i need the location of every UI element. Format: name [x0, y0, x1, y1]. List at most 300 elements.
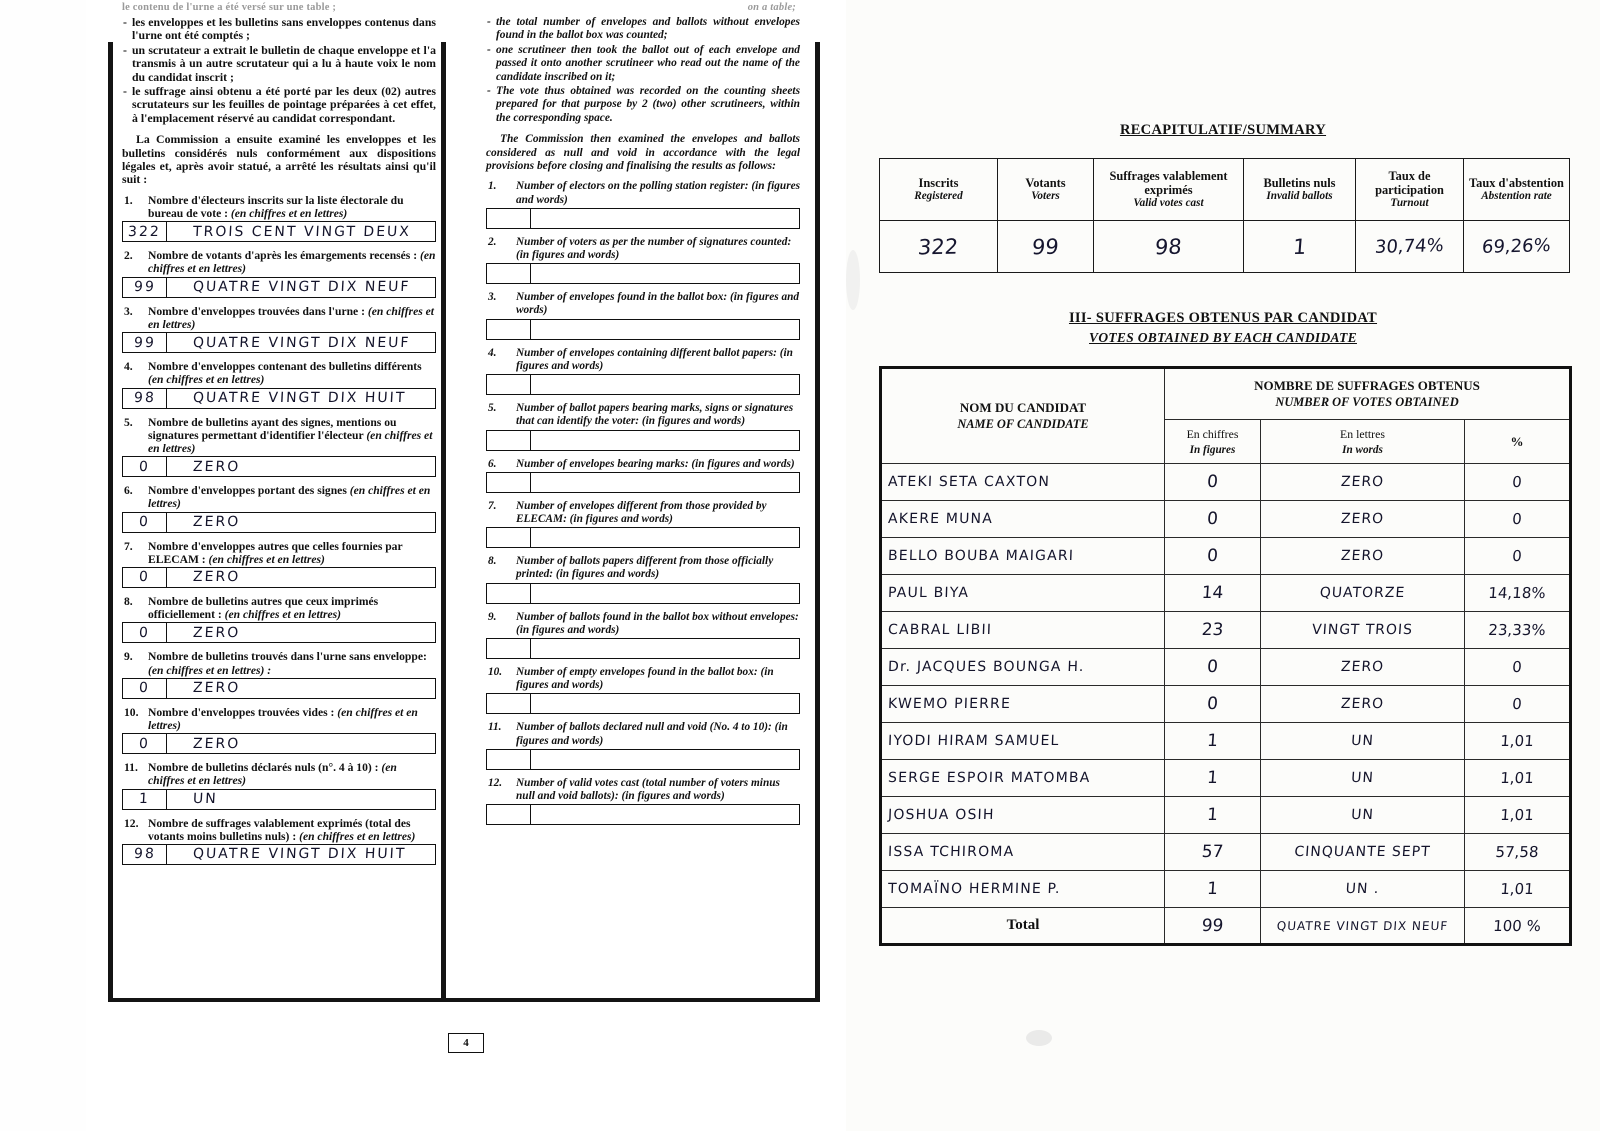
candidate-words-cell [1261, 834, 1465, 871]
item-label: Nombre d'enveloppes portant des signes [148, 484, 350, 498]
answer-words: TROIS CENT VINGT DEUX [192, 223, 412, 240]
answer-words: ZERO [192, 514, 241, 531]
candidate-percent: 1,01 [1499, 769, 1535, 787]
answer-figure: 0 [138, 569, 151, 586]
summary-value-voters [998, 221, 1094, 273]
summary-col-voters [998, 159, 1094, 221]
item-number: 1. [488, 180, 497, 193]
answer-box-9[interactable] [122, 678, 436, 699]
col-label-fr: Suffrages valablement exprimés [1109, 169, 1228, 197]
candidate-percent-cell [1465, 649, 1571, 686]
item-label: Number of envelopes found in the ballot box: (in figures and words) [516, 291, 800, 317]
candidate-figures-cell [1165, 871, 1261, 908]
col-label-fr: Votants [1025, 176, 1066, 190]
en-answer-box-12[interactable] [486, 804, 800, 825]
en-answer-box-5[interactable] [486, 430, 800, 451]
form-item-8 [122, 595, 436, 643]
list-item: - le suffrage ainsi obtenu a été porté par les deux (02) autres scrutateurs sur les feuilles de pointage préparées à cet effet, à l'emplacement réservé au candidat correspondant. [122, 85, 436, 125]
candidate-percent: 0 [1511, 547, 1523, 565]
en-answer-box-6[interactable] [486, 472, 800, 493]
item-number: 12. [488, 776, 503, 789]
candidate-words: UN [1350, 807, 1375, 823]
col-label-en: In words [1342, 443, 1383, 456]
candidate-figures-cell [1165, 723, 1261, 760]
handwritten-value: 98 [1154, 234, 1183, 259]
answer-figure: 0 [138, 735, 151, 752]
summary-value-registered [880, 221, 998, 273]
candidate-words-cell [1261, 723, 1465, 760]
candidate-figures: 0 [1206, 546, 1219, 566]
item-hint: (en chiffres et en lettres) [148, 304, 434, 331]
candidate-name-cell [881, 760, 1165, 797]
col-label-en: Abstention rate [1481, 190, 1552, 202]
col-label-fr: Bulletins nuls [1263, 176, 1336, 190]
answer-figure: 1 [138, 791, 151, 808]
total-words: QUATRE VINGT DIX NEUF [1276, 918, 1449, 933]
item-label: Nombre de suffrages valablement exprimés (total des votants moins bulletins nuls) : [148, 816, 411, 843]
table-row [881, 612, 1571, 649]
answer-box-11[interactable] [122, 789, 436, 810]
summary-value-invalid-ballots [1244, 221, 1356, 273]
candidate-figures-cell [1165, 538, 1261, 575]
item-hint: (en chiffres et en lettres) [148, 249, 436, 276]
form-item-4 [122, 360, 436, 408]
item-number: 3. [124, 304, 133, 318]
candidate-figures-cell [1165, 501, 1261, 538]
total-percent-cell [1465, 908, 1571, 945]
summary-col-abstention [1464, 159, 1570, 221]
candidate-words: ZERO [1340, 659, 1385, 675]
en-answer-box-9[interactable] [486, 638, 800, 659]
en-form-item-9 [486, 611, 800, 659]
en-answer-box-2[interactable] [486, 263, 800, 284]
candidate-percent: 0 [1511, 658, 1523, 676]
answer-box-8[interactable] [122, 622, 436, 643]
item-number: 5. [124, 415, 133, 429]
candidate-name-cell [881, 538, 1165, 575]
form-item-12 [122, 817, 436, 865]
candidate-percent-cell [1465, 797, 1571, 834]
en-form-item-2 [486, 236, 800, 284]
candidate-votes-table [879, 366, 1572, 946]
table-row [881, 760, 1571, 797]
candidate-percent-cell [1465, 575, 1571, 612]
scan-artifact [846, 250, 860, 310]
item-label: Number of valid votes cast (total number of voters minus null and void ballots): (in figures and words) [516, 776, 780, 802]
candidate-words: VINGT TROIS [1311, 622, 1414, 638]
item-number: 10. [124, 705, 139, 719]
item-label: Number of envelopes bearing marks: (in figures and words) [516, 457, 795, 470]
votes-title-block [846, 308, 1600, 348]
candidate-name-cell [881, 464, 1165, 501]
item-number: 12. [124, 816, 139, 830]
answer-figure: 98 [133, 390, 156, 406]
candidate-percent: 1,01 [1499, 880, 1535, 898]
votes-header-row-main [881, 368, 1571, 420]
summary-col-registered [880, 159, 998, 221]
answer-box-3[interactable] [122, 332, 436, 353]
form-item-2 [122, 249, 436, 297]
candidate-name-cell [881, 723, 1165, 760]
candidate-name: ISSA TCHIROMA [887, 844, 1015, 860]
candidate-name: SERGE ESPOIR MATOMBA [887, 770, 1091, 786]
candidate-name: BELLO BOUBA MAIGARI [887, 548, 1075, 564]
item-label: Number of voters as per the number of signatures counted: (in figures and words) [516, 235, 792, 262]
answer-words: QUATRE VINGT DIX NEUF [192, 279, 411, 296]
candidate-percent-cell [1465, 538, 1571, 575]
votes-col-candidate-name [881, 368, 1165, 464]
form-item-3 [122, 305, 436, 353]
item-label: Nombre d'enveloppes contenant des bulletins différents [148, 360, 422, 374]
summary-table [879, 158, 1570, 273]
answer-figure: 98 [133, 846, 156, 863]
list-item: - The vote thus obtained was recorded on the counting sheets prepared for that purpose by 2 (two) other scrutineers, within the corresponding space. [486, 85, 800, 125]
list-item: - one scrutineer then took the ballot out of each envelope and passed it onto another scrutineer who read out the name of the candidate inscribed on it; [486, 44, 800, 84]
candidate-percent-cell [1465, 834, 1571, 871]
answer-box-12[interactable] [122, 844, 436, 865]
summary-value-valid-votes [1094, 221, 1244, 273]
form-item-6 [122, 484, 436, 532]
en-answer-box-8[interactable] [486, 583, 800, 604]
candidate-percent-cell [1465, 501, 1571, 538]
item-hint: (en chiffres et en lettres) [299, 829, 416, 843]
en-form-item-4 [486, 347, 800, 395]
candidate-figures-cell [1165, 797, 1261, 834]
item-label: Nombre de bulletins ayant des signes, mentions ou signatures permettant d'identifier l'électeur [148, 415, 397, 442]
candidate-figures-cell [1165, 686, 1261, 723]
candidate-figures: 0 [1206, 694, 1219, 714]
answer-words: QUATRE VINGT DIX NEUF [192, 334, 411, 351]
page-number: 4 [448, 1033, 484, 1053]
item-number: 11. [124, 761, 138, 775]
item-label: Nombre de votants d'après les émargements recensés : [148, 249, 420, 263]
answer-words: QUATRE VINGT DIX HUIT [192, 846, 407, 863]
candidate-name-cell [881, 871, 1165, 908]
item-hint: (en chiffres et en lettres) [148, 705, 418, 732]
answer-box-2[interactable] [122, 277, 436, 298]
item-label: Number of ballot papers bearing marks, signs or signatures that can identify the voter: (in figures and words) [516, 402, 794, 428]
candidate-words: CINQUANTE SEPT [1293, 844, 1432, 860]
candidate-figures: 57 [1200, 842, 1225, 862]
form-page [86, 0, 846, 1131]
answer-figure: 0 [138, 680, 151, 697]
item-number: 2. [124, 249, 133, 263]
item-number: 2. [488, 235, 497, 248]
summary-value-row [880, 221, 1570, 273]
item-hint: (en chiffres et en lettres) [208, 552, 325, 566]
item-label: Number of ballots papers different from those officially printed: (in figures and words) [516, 555, 774, 581]
candidate-figures-cell [1165, 464, 1261, 501]
item-label: Number of empty envelopes found in the ballot box: (in figures and words) [516, 665, 774, 692]
candidate-figures: 0 [1206, 509, 1219, 529]
item-hint: (en chiffres et en lettres) [148, 373, 265, 387]
item-number: 5. [488, 402, 497, 415]
en-answer-box-11[interactable] [486, 749, 800, 770]
form-item-7 [122, 540, 436, 588]
candidate-percent-cell [1465, 723, 1571, 760]
answer-words: ZERO [192, 569, 241, 586]
candidate-words: ZERO [1340, 474, 1385, 490]
item-label: Number of envelopes containing different ballot papers: (in figures and words) [516, 346, 793, 372]
total-row [881, 908, 1571, 945]
item-hint: (en chiffres et en lettres) [230, 207, 348, 221]
item-number: 7. [124, 539, 133, 553]
total-label: Total [881, 908, 1165, 945]
en-form-item-11 [486, 721, 800, 769]
candidate-percent: 57,58 [1494, 843, 1540, 861]
total-figures-cell [1165, 908, 1261, 945]
col-label-en: Valid votes cast [1133, 197, 1204, 209]
en-form-item-12 [486, 777, 800, 825]
col-label-fr: Taux d'abstention [1469, 176, 1564, 190]
scan-artifact [1026, 1030, 1052, 1046]
summary-title: RECAPITULATIF/SUMMARY [1119, 122, 1327, 138]
candidate-words: ZERO [1340, 696, 1385, 712]
candidate-name: PAUL BIYA [887, 585, 970, 601]
summary-col-valid-votes [1094, 159, 1244, 221]
item-number: 4. [124, 360, 133, 374]
candidate-figures: 14 [1200, 583, 1225, 603]
candidate-name-cell [881, 834, 1165, 871]
candidate-figures: 0 [1206, 657, 1219, 677]
item-hint: (en chiffres et en lettres) [148, 484, 431, 511]
answer-box-1[interactable] [122, 221, 436, 242]
candidate-words: QUATORZE [1319, 585, 1406, 601]
en-answer-box-7[interactable] [486, 527, 800, 548]
en-form-item-3 [486, 291, 800, 339]
en-answer-box-3[interactable] [486, 319, 800, 340]
handwritten-value: 99 [1031, 234, 1060, 259]
item-label: Nombre d'enveloppes trouvées dans l'urne : [148, 304, 368, 318]
votes-title-fr: III- SUFFRAGES OBTENUS PAR CANDIDAT [1068, 310, 1378, 326]
answer-words: ZERO [192, 735, 241, 752]
candidate-figures-cell [1165, 760, 1261, 797]
total-percent: 100 % [1492, 916, 1542, 935]
table-row [881, 686, 1571, 723]
candidate-percent-cell [1465, 612, 1571, 649]
summary-title-block [846, 122, 1600, 139]
answer-words: QUATRE VINGT DIX HUIT [192, 390, 407, 406]
candidate-figures-cell [1165, 834, 1261, 871]
candidate-rows-body [881, 464, 1571, 945]
col-label-fr: Inscrits [918, 176, 959, 190]
col-label-fr: NOMBRE DE SUFFRAGES OBTENUS [1254, 378, 1480, 393]
fr-cut-line: le contenu de l'urne a été versé sur une table ; [122, 2, 337, 13]
english-column [478, 0, 806, 825]
item-label: Nombre d'électeurs inscrits sur la liste électorale du bureau de vote : [148, 193, 404, 221]
col-label-en: Turnout [1390, 197, 1429, 209]
answer-box-6[interactable] [122, 512, 436, 533]
candidate-name: ATEKI SETA CAXTON [887, 474, 1051, 490]
item-label: Number of ballots found in the ballot box without envelopes: (in figures and words) [516, 610, 799, 636]
candidate-percent: 0 [1511, 695, 1523, 713]
item-hint: (en chiffres et en lettres) [224, 608, 341, 622]
candidate-name: KWEMO PIERRE [887, 696, 1012, 712]
en-form-item-1 [486, 180, 800, 228]
answer-words: ZERO [192, 624, 241, 641]
table-row [881, 464, 1571, 501]
candidate-percent: 1,01 [1499, 806, 1535, 824]
answer-figure: 0 [138, 458, 151, 475]
en-form-item-10 [486, 666, 800, 714]
table-row [881, 649, 1571, 686]
candidate-percent: 23,33% [1487, 621, 1547, 639]
en-cut-line: on a table; [747, 2, 796, 13]
list-item: - the total number of envelopes and ballots without envelopes found in the ballot box was counted; [486, 16, 800, 43]
summary-header-row [880, 159, 1570, 221]
list-item: - les enveloppes et les bulletins sans enveloppes contenus dans l'urne ont été comptés ; [122, 16, 436, 43]
candidate-percent: 0 [1511, 510, 1523, 528]
answer-words: UN [192, 791, 219, 808]
candidate-words-cell [1261, 612, 1465, 649]
col-label-en: NAME OF CANDIDATE [957, 417, 1089, 431]
summary-value-turnout [1356, 221, 1464, 273]
candidate-name: IYODI HIRAM SAMUEL [887, 733, 1060, 749]
candidate-percent-cell [1465, 464, 1571, 501]
table-row [881, 871, 1571, 908]
answer-figure: 99 [133, 279, 156, 296]
item-number: 6. [124, 484, 133, 498]
votes-col-figures [1165, 420, 1261, 464]
en-answer-box-4[interactable] [486, 374, 800, 395]
candidate-name-cell [881, 686, 1165, 723]
candidate-name-cell [881, 612, 1165, 649]
answer-box-5[interactable] [122, 456, 436, 477]
item-label: Nombre d'enveloppes trouvées vides : [148, 705, 338, 719]
en-answer-box-10[interactable] [486, 693, 800, 714]
french-column [114, 0, 442, 865]
candidate-words: ZERO [1340, 548, 1385, 564]
handwritten-value: 30,74% [1374, 235, 1445, 258]
candidate-name: JOSHUA OSIH [887, 807, 995, 823]
en-form-item-5 [486, 402, 800, 450]
answer-box-4[interactable] [122, 388, 436, 409]
handwritten-value: 69,26% [1481, 235, 1552, 258]
candidate-words-cell [1261, 464, 1465, 501]
answer-words: ZERO [192, 680, 241, 697]
col-label-en: NUMBER OF VOTES OBTAINED [1275, 395, 1459, 409]
candidate-name-cell [881, 575, 1165, 612]
col-label-en: Registered [914, 190, 963, 202]
candidate-percent: 14,18% [1487, 584, 1547, 602]
candidate-name: TOMAÏNO HERMINE P. [887, 881, 1061, 897]
item-hint: (en chiffres et en lettres) : [148, 663, 272, 677]
votes-col-words [1261, 420, 1465, 464]
fr-intro-paragraph: La Commission a ensuite examiné les enveloppes et les bulletins considérés nuls conformément aux dispositions légales et, après avoir statué, a arrêté les résultats ainsi qu'il suit : [122, 132, 436, 187]
col-label-fr: En lettres [1340, 426, 1385, 441]
handwritten-value: 1 [1291, 234, 1308, 259]
candidate-name-cell [881, 501, 1165, 538]
col-label-en: In figures [1189, 443, 1236, 456]
candidate-figures: 1 [1206, 731, 1219, 751]
candidate-figures: 23 [1200, 620, 1225, 640]
item-number: 9. [124, 650, 133, 664]
form-item-10 [122, 706, 436, 754]
votes-col-percent: % [1465, 420, 1571, 464]
candidate-figures: 1 [1206, 768, 1219, 788]
total-figures: 99 [1200, 915, 1225, 936]
table-row [881, 723, 1571, 760]
summary-col-invalid-ballots [1244, 159, 1356, 221]
answer-figure: 0 [138, 624, 151, 641]
item-label: Nombre de bulletins autres que ceux imprimés officiellement : [148, 594, 379, 622]
candidate-words-cell [1261, 575, 1465, 612]
candidate-words: UN [1350, 733, 1375, 749]
candidate-words: UN . [1345, 881, 1380, 897]
en-form-item-8 [486, 555, 800, 603]
candidate-words-cell [1261, 797, 1465, 834]
item-label: Nombre de bulletins trouvés dans l'urne sans enveloppe: [148, 650, 427, 664]
item-number: 4. [488, 346, 497, 359]
item-hint: (en chiffres et en lettres) [148, 428, 433, 455]
answer-box-10[interactable] [122, 733, 436, 754]
item-label: Number of electors on the polling station register: (in figures and words) [516, 180, 801, 206]
candidate-figures: 0 [1206, 472, 1219, 492]
item-label: Number of ballots declared null and void (No. 4 to 10): (in figures and words) [516, 721, 788, 747]
table-row [881, 575, 1571, 612]
scanner-margin [0, 0, 86, 1131]
item-number: 10. [488, 665, 503, 678]
en-bullet-list [486, 16, 800, 125]
item-label: Number of envelopes different from those provided by ELECAM: (in figures and words) [516, 499, 767, 525]
candidate-percent: 1,01 [1499, 732, 1535, 750]
summary-value-abstention [1464, 221, 1570, 273]
candidate-words-cell [1261, 649, 1465, 686]
candidate-figures-cell [1165, 612, 1261, 649]
answer-words: ZERO [192, 458, 241, 475]
form-item-11 [122, 761, 436, 809]
handwritten-value: 322 [917, 233, 960, 260]
item-number: 8. [124, 594, 133, 608]
en-form-item-6 [486, 458, 800, 493]
candidate-words-cell [1261, 538, 1465, 575]
candidate-percent-cell [1465, 871, 1571, 908]
results-page [846, 0, 1600, 1131]
candidate-name: AKERE MUNA [887, 511, 994, 527]
answer-box-7[interactable] [122, 567, 436, 588]
en-answer-box-1[interactable] [486, 208, 800, 229]
summary-col-turnout [1356, 159, 1464, 221]
candidate-percent-cell [1465, 686, 1571, 723]
col-label-en: Voters [1031, 190, 1060, 202]
candidate-words: ZERO [1340, 511, 1385, 527]
item-number: 1. [124, 193, 133, 207]
candidate-figures: 1 [1206, 879, 1219, 899]
votes-title-en: VOTES OBTAINED BY EACH CANDIDATE [1089, 330, 1357, 345]
candidate-figures-cell [1165, 649, 1261, 686]
form-item-1 [122, 194, 436, 242]
table-row [881, 538, 1571, 575]
candidate-name-cell [881, 797, 1165, 834]
table-row [881, 797, 1571, 834]
form-item-5 [122, 416, 436, 478]
en-form-item-7 [486, 500, 800, 548]
col-label-en: Invalid ballots [1266, 190, 1333, 202]
item-number: 8. [488, 555, 497, 568]
candidate-percent-cell [1465, 760, 1571, 797]
votes-col-votes-obtained [1165, 368, 1571, 420]
col-label-fr: En chiffres [1186, 426, 1239, 441]
col-label-fr: Taux de participation [1375, 169, 1444, 197]
col-label-fr: NOM DU CANDIDAT [959, 400, 1087, 415]
candidate-percent: 0 [1511, 473, 1523, 491]
item-number: 11. [488, 721, 502, 734]
item-number: 7. [488, 499, 497, 512]
candidate-words-cell [1261, 501, 1465, 538]
list-item: - un scrutateur a extrait le bulletin de chaque enveloppe et l'a transmis à un autre scrutateur qui a lu à haute voix le nom du candidat inscrit ; [122, 44, 436, 84]
candidate-words-cell [1261, 760, 1465, 797]
total-words-cell [1261, 908, 1465, 945]
